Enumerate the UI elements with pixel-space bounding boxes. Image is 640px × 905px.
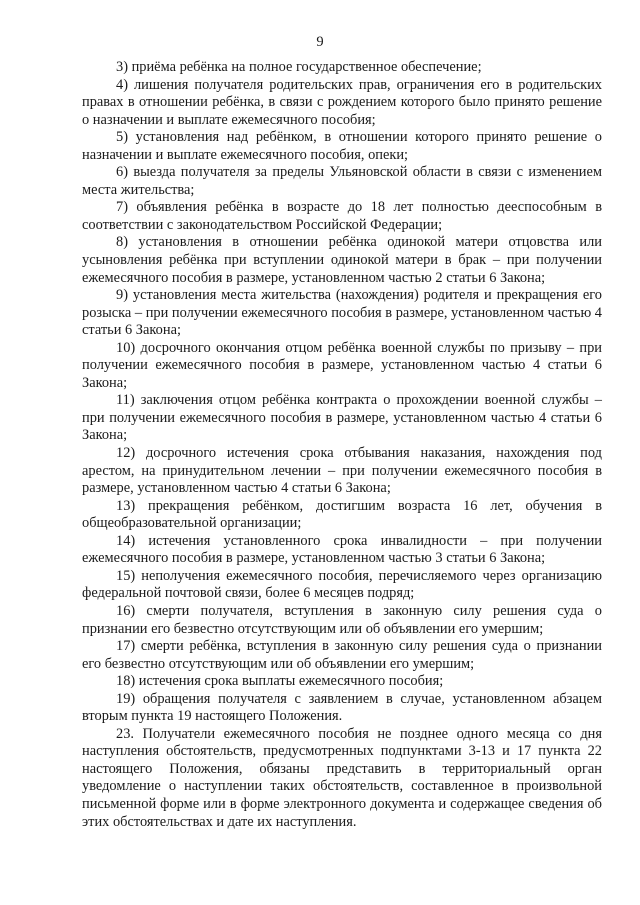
- list-item: 10) досрочного окончания отцом ребёнка военной службы по призыву – при получении ежемесячного пособия в размере, установленном частью 4 статьи 6 Закона;: [82, 339, 602, 391]
- list-item: 5) установления над ребёнком, в отношении которого принято решение о назначении и выплате ежемесячного пособия, опеки;: [82, 129, 602, 163]
- page-number: 9: [316, 34, 324, 50]
- list-item: 17) смерти ребёнка, вступления в законную силу решения суда о признании его безвестно отсутствующим или об объявлении его умершим;: [82, 638, 602, 672]
- list-item: 12) досрочного истечения срока отбывания наказания, нахождения под арестом, на принудительном лечении – при получении ежемесячного пособия в размере, установленном частью 4 статьи 6 Закона;: [82, 445, 602, 497]
- list-item: 11) заключения отцом ребёнка контракта о прохождении военной службы – при получении ежемесячного пособия в размере, установленном частью 4 статьи 6 Закона;: [82, 392, 602, 444]
- list-item: 9) установления места жительства (нахождения) родителя и прекращения его розыска – при получении ежемесячного пособия в размере, установленном частью 4 статьи 6 Закона;: [82, 287, 602, 339]
- list-item: 16) смерти получателя, вступления в законную силу решения суда о признании его безвестно отсутствующим или об объявлении его умершим;: [82, 602, 602, 637]
- section-paragraph: 23. Получатели ежемесячного пособия не позднее одного месяца со дня наступления обстоятельств, предусмотренных подпунктами 3-13 и 17 пункта 22 настоящего Положения, обязаны представить в территориальный орган уведомление о наступлении таких обстоятельств, составленное в произвольной письменной форме или в форме электронного документа и содержащее сведения об этих обстоятельствах и дате их наступления.: [82, 725, 602, 830]
- list-item: 8) установления в отношении ребёнка одинокой матери отцовства или усыновления ребёнка при вступлении одинокой матери в брак – при получении ежемесячного пособия в размере, установленном частью 2 статьи 6 Закона;: [82, 234, 602, 286]
- list-item: 14) истечения установленного срока инвалидности – при получении ежемесячного пособия в размере, установленном частью 3 статьи 6 Закона;: [82, 532, 602, 567]
- list-item: 13) прекращения ребёнком, достигшим возраста 16 лет, обучения в общеобразовательной организации;: [82, 497, 602, 532]
- list-item: 18) истечения срока выплаты ежемесячного пособия;: [116, 673, 444, 690]
- list-item: 4) лишения получателя родительских прав, ограничения его в родительских правах в отношении ребёнка, в связи с рождением которого было принято решение о назначении и выплате ежемесячного пособия;: [82, 76, 602, 128]
- list-item: 7) объявления ребёнка в возрасте до 18 лет полностью дееспособным в соответствии с законодательством Российской Федерации;: [82, 199, 602, 233]
- list-item: 19) обращения получателя с заявлением в случае, установленном абзацем вторым пункта 19 настоящего Положения.: [82, 690, 602, 725]
- document-body: [82, 59, 602, 831]
- list-item: 3) приёма ребёнка на полное государственное обеспечение;: [116, 59, 482, 75]
- list-item: 6) выезда получателя за пределы Ульяновской области в связи с изменением места жительства;: [82, 164, 602, 198]
- list-item: 15) неполучения ежемесячного пособия, перечисляемого через организацию федеральной почтовой связи, более 6 месяцев подряд;: [82, 567, 602, 602]
